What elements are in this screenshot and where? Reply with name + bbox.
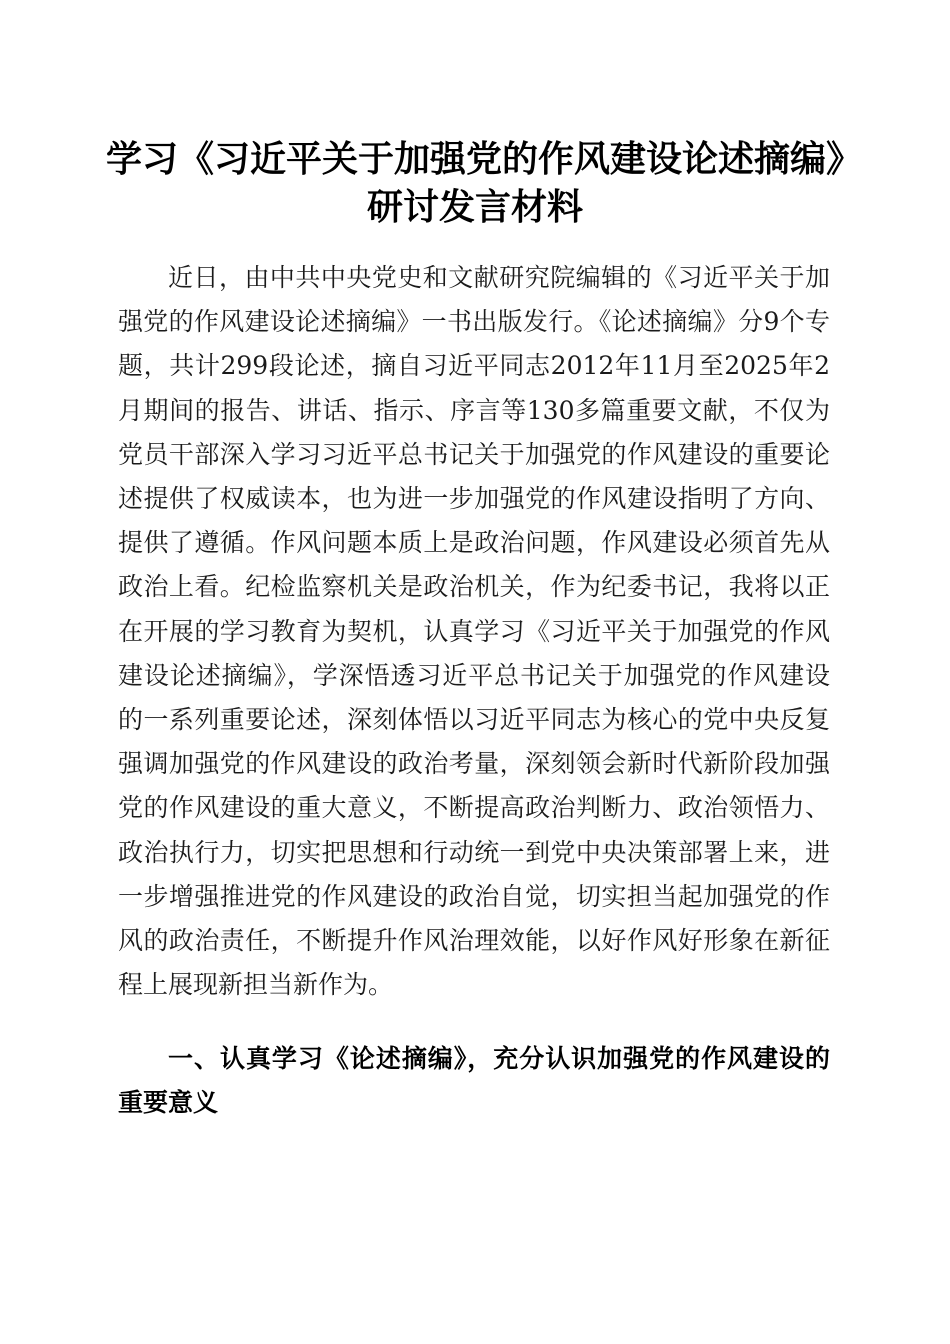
body-paragraph: 近日，由中共中央党史和文献研究院编辑的《习近平关于加强党的作风建设论述摘编》一书出版发行。《论述摘编》分9个专题，共计299段论述，摘自习近平同志2012年11月至2025年2月期间的报告、讲话、指示、序言等130多篇重要文献，不仅为党员干部深入学习习近平总书记关于加强党的作风建设的重要论述提供了权威读本，也为进一步加强党的作风建设指明了方向、提供了遵循。作风问题本质上是政治问题，作风建设必须首先从政治上看。纪检监察机关是政治机关，作为纪委书记，我将以正在开展的学习教育为契机，认真学习《习近平关于加强党的作风建设论述摘编》，学深悟透习近平总书记关于加强党的作风建设的一系列重要论述，深刻体悟以习近平同志为核心的党中央反复强调加强党的作风建设的政治考量，深刻领会新时代新阶段加强党的作风建设的重大意义，不断提高政治判断力、政治领悟力、政治执行力，切实把思想和行动统一到党中央决策部署上来，进一步增强推进党的作风建设的政治自觉，切实担当起加强党的作风的政治责任，不断提升作风治理效能，以好作风好形象在新征程上展现新担当新作为。	[118, 263, 830, 1000]
section-heading: 一、认真学习《论述摘编》，充分认识加强党的作风建设的重要意义	[118, 1044, 830, 1117]
document-title: 学习《习近平关于加强党的作风建设论述摘编》研讨发言材料	[105, 139, 844, 228]
